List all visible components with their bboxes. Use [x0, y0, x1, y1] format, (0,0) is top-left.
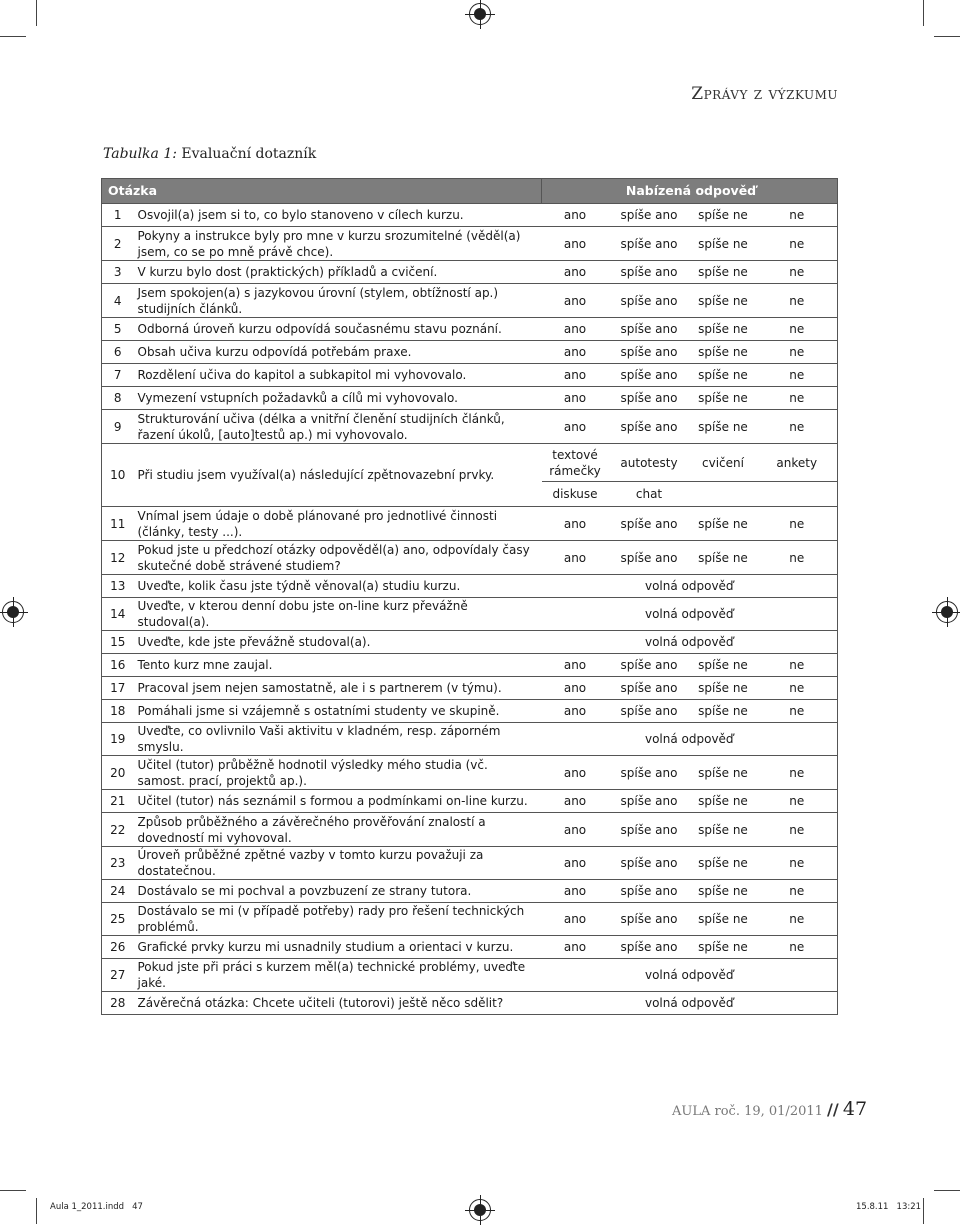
question-number: 26 [102, 936, 134, 959]
answer-option: spíše ne [690, 813, 757, 847]
table-caption [103, 146, 316, 162]
table-row [102, 631, 838, 654]
question-number: 10 [102, 444, 134, 507]
answer-option: ano [542, 790, 609, 813]
answer-option: spíše ne [690, 204, 757, 227]
question-number: 24 [102, 880, 134, 903]
answer-option: spíše ne [690, 903, 757, 936]
question-number: 21 [102, 790, 134, 813]
answer-option: ano [542, 507, 609, 541]
registration-mark-icon [2, 601, 24, 623]
answer-option: spíše ne [690, 318, 757, 341]
table-row [102, 387, 838, 410]
table-row [102, 444, 838, 482]
table-row [102, 959, 838, 992]
crop-mark [923, 1198, 924, 1224]
answer-option: ne [757, 284, 838, 318]
answer-option: spíše ano [609, 364, 690, 387]
question-text: Vnímal jsem údaje o době plánované pro jednotlivé činnosti (články, testy ...). [134, 507, 542, 541]
question-column-header: Otázka [102, 179, 542, 204]
registration-mark-icon [936, 601, 958, 623]
answer-option: autotesty [609, 444, 690, 482]
answer-option: ano [542, 903, 609, 936]
print-date-info: 15.8.11 13:21 [856, 1202, 922, 1212]
answer-option: cvičení [690, 444, 757, 482]
answer-option: ne [757, 677, 838, 700]
answer-option: ne [757, 387, 838, 410]
table-header-row [102, 179, 838, 204]
table-caption-text: Evaluační dotazník [181, 146, 317, 162]
answer-option: ano [542, 654, 609, 677]
answer-option: spíše ano [609, 847, 690, 880]
answer-option: spíše ne [690, 541, 757, 575]
answer-option: spíše ne [690, 387, 757, 410]
answer-option: spíše ne [690, 341, 757, 364]
open-answer: volná odpověď [542, 959, 838, 992]
answer-option: spíše ano [609, 790, 690, 813]
table-row [102, 410, 838, 444]
answer-option: spíše ano [609, 541, 690, 575]
question-number: 3 [102, 261, 134, 284]
answer-option: textové rámečky [542, 444, 609, 482]
answer-option: ano [542, 227, 609, 261]
answer-option: ano [542, 364, 609, 387]
question-text: Uveďte, kde jste převážně studoval(a). [134, 631, 542, 654]
answer-option: ano [542, 813, 609, 847]
crop-mark [0, 36, 26, 37]
answer-option: ne [757, 880, 838, 903]
question-text: Strukturování učiva (délka a vnitřní členění studijních článků, řazení úkolů, [auto]testů ap.) mi vyhovovalo. [134, 410, 542, 444]
answer-option: spíše ne [690, 700, 757, 723]
open-answer: volná odpověď [542, 992, 838, 1015]
answer-option: ano [542, 700, 609, 723]
journal-name: AULA roč. 19, 01/2011 [672, 1104, 823, 1119]
answer-option: ano [542, 756, 609, 790]
answer-option: ano [542, 284, 609, 318]
question-text: Úroveň průběžné zpětné vazby v tomto kurzu považuji za dostatečnou. [134, 847, 542, 880]
question-number: 22 [102, 813, 134, 847]
question-number: 15 [102, 631, 134, 654]
question-number: 25 [102, 903, 134, 936]
table-row [102, 654, 838, 677]
answer-option: ankety [757, 444, 838, 482]
answer-option: spíše ne [690, 261, 757, 284]
question-number: 28 [102, 992, 134, 1015]
crop-mark [923, 0, 924, 26]
question-text: Pokud jste při práci s kurzem měl(a) technické problémy, uveďte jaké. [134, 959, 542, 992]
table-row [102, 204, 838, 227]
table-row [102, 700, 838, 723]
answer-option: ne [757, 341, 838, 364]
answer-option: spíše ne [690, 880, 757, 903]
question-text: Rozdělení učiva do kapitol a subkapitol mi vyhovovalo. [134, 364, 542, 387]
crop-mark [0, 1190, 26, 1191]
table-row [102, 261, 838, 284]
answer-option: ne [757, 318, 838, 341]
question-number: 23 [102, 847, 134, 880]
table-row [102, 575, 838, 598]
answer-option: spíše ne [690, 847, 757, 880]
question-text: Pracoval jsem nejen samostatně, ale i s partnerem (v týmu). [134, 677, 542, 700]
question-number: 6 [102, 341, 134, 364]
question-text: Vymezení vstupních požadavků a cílů mi vyhovovalo. [134, 387, 542, 410]
answer-option: spíše ano [609, 227, 690, 261]
question-number: 8 [102, 387, 134, 410]
footer-separator: // [827, 1100, 839, 1119]
answer-option: ano [542, 341, 609, 364]
question-number: 16 [102, 654, 134, 677]
answer-option: ne [757, 204, 838, 227]
open-answer: volná odpověď [542, 598, 838, 631]
answer-option: spíše ano [609, 936, 690, 959]
question-text: Dostávalo se mi (v případě potřeby) rady pro řešení technických problémů. [134, 903, 542, 936]
table-row [102, 813, 838, 847]
answer-option: spíše ne [690, 654, 757, 677]
table-row [102, 790, 838, 813]
answer-option: ano [542, 847, 609, 880]
answer-option: spíše ne [690, 410, 757, 444]
answer-option: ne [757, 903, 838, 936]
open-answer: volná odpověď [542, 631, 838, 654]
table-row [102, 756, 838, 790]
page-number: 47 [842, 1098, 868, 1120]
crop-mark [934, 1190, 960, 1191]
question-text: Učitel (tutor) nás seznámil s formou a podmínkami on-line kurzu. [134, 790, 542, 813]
question-text: Obsah učiva kurzu odpovídá potřebám praxe. [134, 341, 542, 364]
question-number: 5 [102, 318, 134, 341]
table-row [102, 227, 838, 261]
question-number: 13 [102, 575, 134, 598]
question-number: 9 [102, 410, 134, 444]
table-row [102, 903, 838, 936]
answer-option: ano [542, 880, 609, 903]
answer-option: ano [542, 410, 609, 444]
question-number: 11 [102, 507, 134, 541]
answer-option: spíše ano [609, 341, 690, 364]
answer-option: spíše ano [609, 700, 690, 723]
question-text: Uveďte, v kterou denní dobu jste on-line kurz převážně studoval(a). [134, 598, 542, 631]
question-text: Uveďte, kolik času jste týdně věnoval(a) studiu kurzu. [134, 575, 542, 598]
question-text: Osvojil(a) jsem si to, co bylo stanoveno v cílech kurzu. [134, 204, 542, 227]
answer-option: spíše ano [609, 654, 690, 677]
question-number: 4 [102, 284, 134, 318]
open-answer: volná odpověď [542, 723, 838, 756]
answer-option: spíše ne [690, 227, 757, 261]
answer-option: chat [609, 482, 690, 507]
question-text: Závěrečná otázka: Chcete učiteli (tutorovi) ještě něco sdělit? [134, 992, 542, 1015]
answer-option: spíše ano [609, 204, 690, 227]
answer-option: ne [757, 410, 838, 444]
question-text: Pomáhali jsme si vzájemně s ostatními studenty ve skupině. [134, 700, 542, 723]
answer-option: ne [757, 261, 838, 284]
question-number: 20 [102, 756, 134, 790]
answer-option: spíše ano [609, 261, 690, 284]
open-answer: volná odpověď [542, 575, 838, 598]
table-row [102, 880, 838, 903]
question-number: 1 [102, 204, 134, 227]
empty-cell [757, 482, 838, 507]
table-row [102, 992, 838, 1015]
answer-option: spíše ano [609, 410, 690, 444]
answer-option: ano [542, 387, 609, 410]
question-text: Učitel (tutor) průběžně hodnotil výsledky mého studia (vč. samost. prací, projektů ap.). [134, 756, 542, 790]
answer-option: spíše ne [690, 936, 757, 959]
answer-option: ano [542, 936, 609, 959]
table-row [102, 541, 838, 575]
question-text: V kurzu bylo dost (praktických) příkladů a cvičení. [134, 261, 542, 284]
table-row [102, 847, 838, 880]
table-row [102, 507, 838, 541]
answer-option: diskuse [542, 482, 609, 507]
question-number: 27 [102, 959, 134, 992]
table-row [102, 677, 838, 700]
section-title: Zprávy z výzkumu [691, 84, 838, 104]
answer-option: spíše ne [690, 364, 757, 387]
answer-option: spíše ano [609, 813, 690, 847]
answer-option: spíše ano [609, 284, 690, 318]
answer-option: spíše ne [690, 284, 757, 318]
crop-mark [36, 1198, 37, 1224]
answer-option: spíše ano [609, 387, 690, 410]
answer-option: ne [757, 654, 838, 677]
answer-option: spíše ano [609, 880, 690, 903]
answer-option: ne [757, 227, 838, 261]
question-text: Tento kurz mne zaujal. [134, 654, 542, 677]
answer-option: ne [757, 790, 838, 813]
registration-mark-icon [469, 3, 491, 25]
answer-option: ano [542, 204, 609, 227]
table-row [102, 723, 838, 756]
table-row [102, 936, 838, 959]
answer-option: spíše ne [690, 790, 757, 813]
evaluation-table [101, 178, 838, 1015]
crop-mark [934, 36, 960, 37]
answer-option: spíše ne [690, 756, 757, 790]
answer-option: spíše ano [609, 318, 690, 341]
registration-mark-icon [469, 1199, 491, 1221]
answer-option: spíše ano [609, 507, 690, 541]
answer-option: ne [757, 847, 838, 880]
answer-option: spíše ne [690, 507, 757, 541]
answer-option: spíše ano [609, 903, 690, 936]
answer-option: spíše ne [690, 677, 757, 700]
question-text: Dostávalo se mi pochval a povzbuzení ze strany tutora. [134, 880, 542, 903]
empty-cell [690, 482, 757, 507]
question-number: 12 [102, 541, 134, 575]
table-caption-label: Tabulka 1: [103, 146, 177, 162]
table-row [102, 341, 838, 364]
question-number: 14 [102, 598, 134, 631]
table-row [102, 318, 838, 341]
question-text: Uveďte, co ovlivnilo Vaši aktivitu v kladném, resp. záporném smyslu. [134, 723, 542, 756]
answer-option: ne [757, 813, 838, 847]
answer-option: ano [542, 677, 609, 700]
question-text: Způsob průběžného a závěrečného prověřování znalostí a dovedností mi vyhovoval. [134, 813, 542, 847]
answer-option: ano [542, 318, 609, 341]
crop-mark [36, 0, 37, 26]
answer-option: ano [542, 261, 609, 284]
table-row [102, 598, 838, 631]
answer-option: ne [757, 507, 838, 541]
question-text: Při studiu jsem využíval(a) následující zpětnovazební prvky. [134, 444, 542, 507]
question-text: Odborná úroveň kurzu odpovídá současnému stavu poznání. [134, 318, 542, 341]
question-text: Grafické prvky kurzu mi usnadnily studium a orientaci v kurzu. [134, 936, 542, 959]
question-number: 18 [102, 700, 134, 723]
journal-footer [672, 1098, 867, 1120]
question-text: Pokyny a instrukce byly pro mne v kurzu srozumitelné (věděl(a) jsem, co se po mně právě chce). [134, 227, 542, 261]
answer-option: spíše ano [609, 756, 690, 790]
answer-option: ano [542, 541, 609, 575]
table-row [102, 364, 838, 387]
question-number: 17 [102, 677, 134, 700]
question-number: 7 [102, 364, 134, 387]
answer-option: spíše ano [609, 677, 690, 700]
answer-option: ne [757, 541, 838, 575]
question-text: Jsem spokojen(a) s jazykovou úrovní (stylem, obtížností ap.) studijních článků. [134, 284, 542, 318]
answer-option: ne [757, 364, 838, 387]
table-row [102, 284, 838, 318]
print-file-info: Aula 1_2011.indd 47 [50, 1202, 143, 1212]
answer-option: ne [757, 756, 838, 790]
question-number: 2 [102, 227, 134, 261]
question-text: Pokud jste u předchozí otázky odpověděl(a) ano, odpovídaly časy skutečné době strávené studiem? [134, 541, 542, 575]
answer-column-header: Nabízená odpověď [542, 179, 838, 204]
question-number: 19 [102, 723, 134, 756]
answer-option: ne [757, 936, 838, 959]
answer-option: ne [757, 700, 838, 723]
